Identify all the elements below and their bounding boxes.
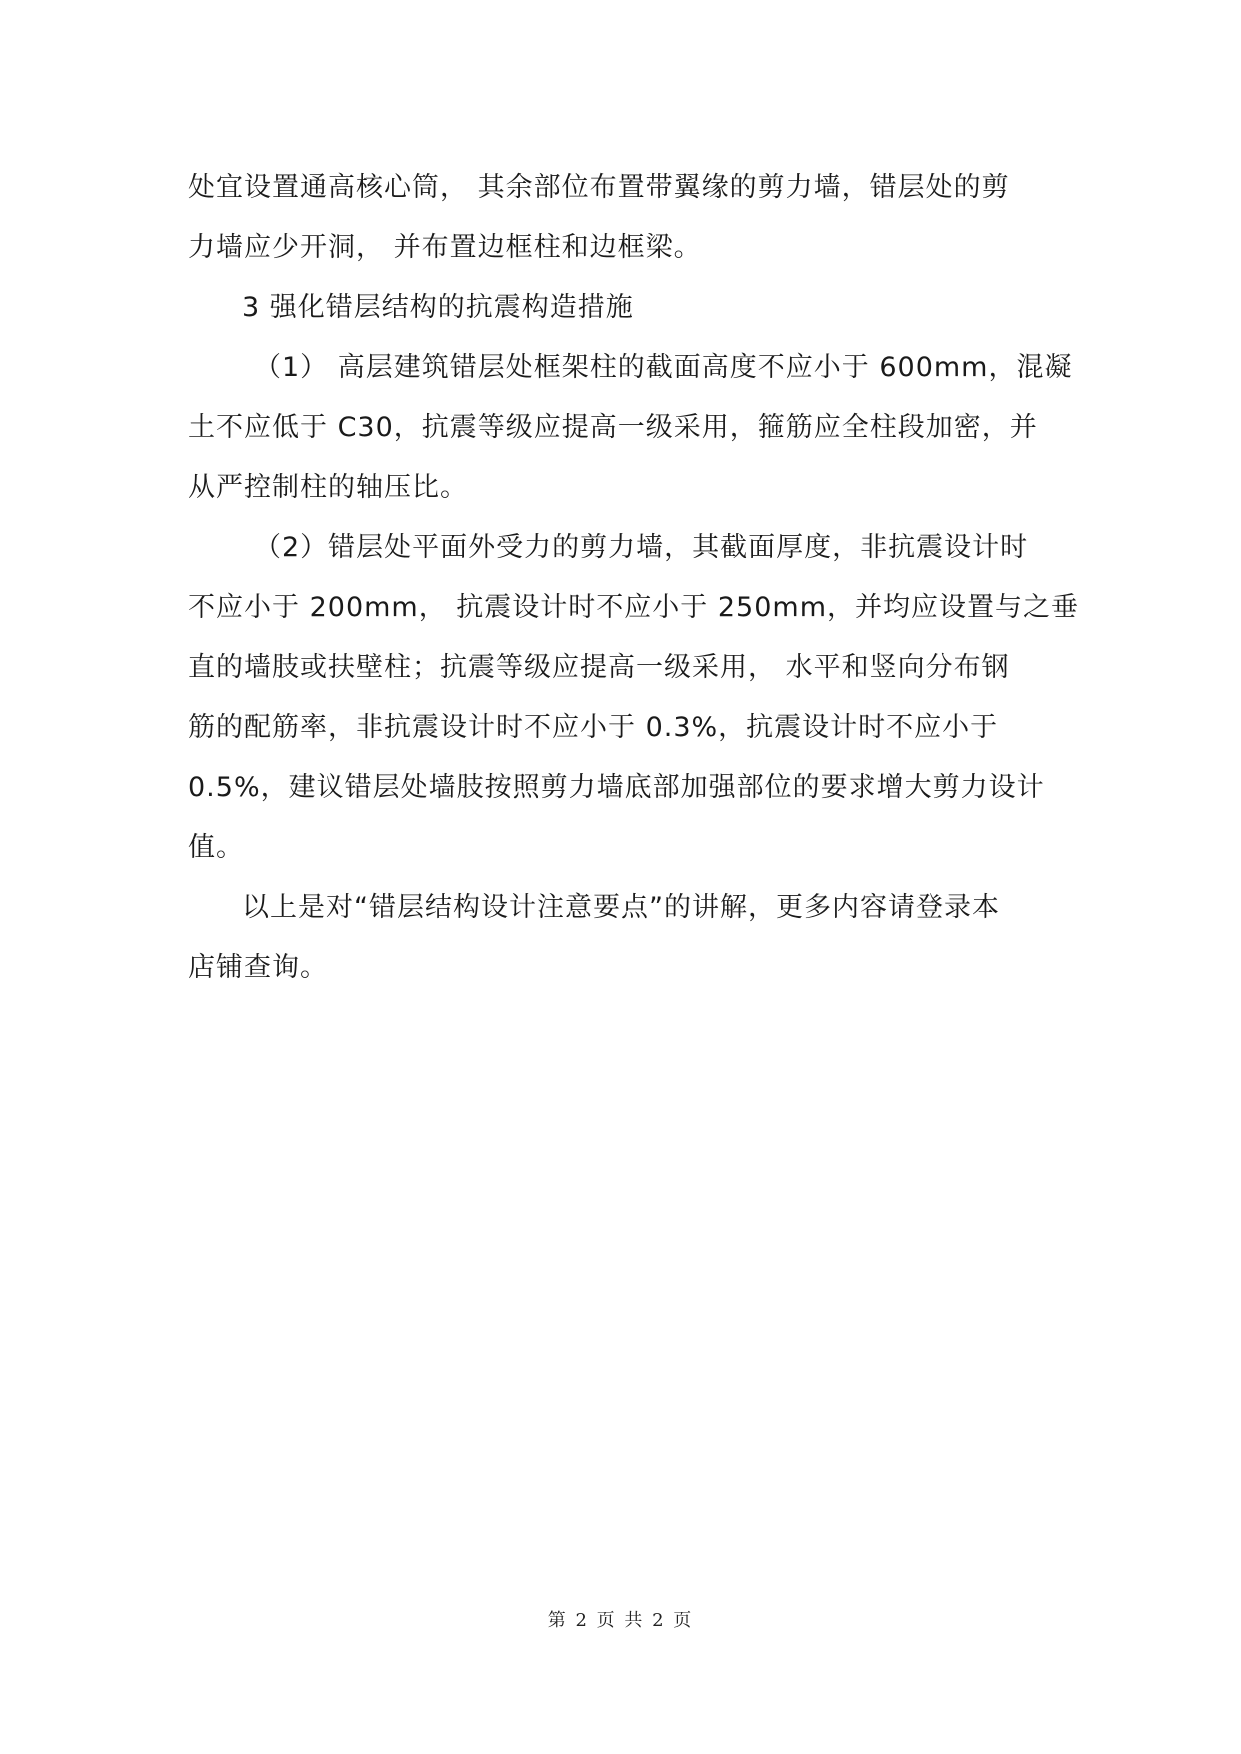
text-line: 0.5%，建议错层处墙肢按照剪力墙底部加强部位的要求增大剪力设计 [188,772,1045,803]
text-line: 店铺查询。 [188,952,328,983]
text-line: 力墙应少开洞， 并布置边框柱和边框梁。 [188,232,702,263]
text-line: 从严控制柱的轴压比。 [188,472,468,503]
text-line: 土不应低于 C30，抗震等级应提高一级采用，箍筋应全柱段加密，并 [188,412,1038,443]
text-line: 不应小于 200mm， 抗震设计时不应小于 250mm，并均应设置与之垂 [188,592,1080,623]
text-line: 以上是对“错层结构设计注意要点”的讲解，更多内容请登录本 [242,892,1000,923]
section-heading: 3 强化错层结构的抗震构造措施 [242,292,634,323]
text-line: 筋的配筋率，非抗震设计时不应小于 0.3%，抗震设计时不应小于 [188,712,999,743]
text-line: （1） 高层建筑错层处框架柱的截面高度不应小于 600mm，混凝 [254,352,1073,383]
text-line: 值。 [188,832,244,863]
document-body [188,158,1080,998]
page-number-footer: 第 2 页 共 2 页 [547,1610,694,1631]
text-line: 处宜设置通高核心筒， 其余部位布置带翼缘的剪力墙，错层处的剪 [188,172,1010,203]
text-line: （2）错层处平面外受力的剪力墙，其截面厚度，非抗震设计时 [254,532,1029,563]
text-line: 直的墙肢或扶壁柱；抗震等级应提高一级采用， 水平和竖向分布钢 [188,652,1010,683]
